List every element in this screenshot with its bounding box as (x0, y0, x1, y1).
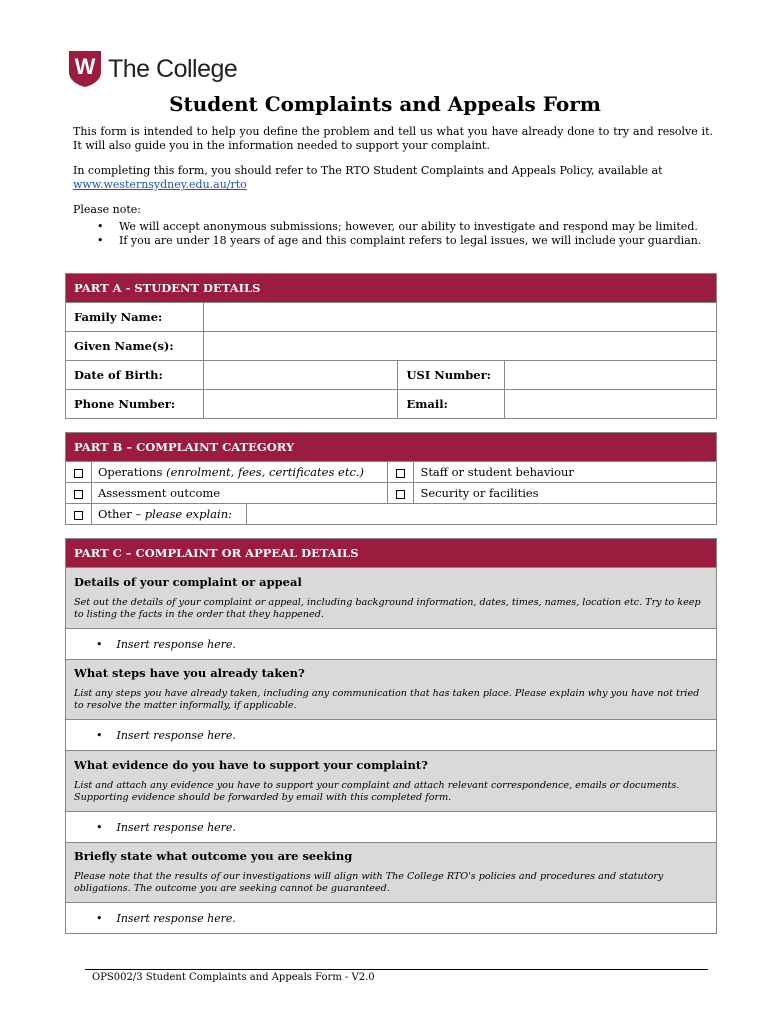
other-option: Other – please explain: (91, 504, 246, 525)
other-explain-field[interactable] (246, 504, 716, 525)
part-c-header: PART C – COMPLAINT OR APPEAL DETAILS (66, 539, 717, 568)
security-checkbox[interactable] (388, 483, 414, 504)
policy-link[interactable]: www.westernsydney.edu.au/rto (73, 178, 247, 191)
intro-paragraph-2 (73, 164, 713, 192)
shield-logo-icon (68, 50, 102, 88)
question-title: What evidence do you have to support your complaint? (74, 757, 428, 772)
form-title: Student Complaints and Appeals Form (169, 92, 601, 116)
question-description: Please note that the results of our investigations will align with The College RTO's policies and procedures and statutory obligations. The outcome you are seeking cannot be guaranteed. (74, 871, 664, 894)
policy-reference-text: In completing this form, you should refer to The RTO Student Complaints and Appeals Policy, available at (73, 164, 663, 177)
footer-text: OPS002/3 Student Complaints and Appeals Form - V2.0 (92, 972, 375, 983)
operations-checkbox[interactable] (66, 462, 92, 483)
response-field[interactable]: • Insert response here. (66, 812, 717, 843)
question-title: Details of your complaint or appeal (74, 574, 302, 589)
dob-label: Date of Birth: (66, 361, 204, 390)
note-item: • We will accept anonymous submissions; however, our ability to investigate and respond may be limited. (73, 220, 713, 234)
checkbox-icon (74, 511, 83, 520)
intro-section (73, 125, 713, 248)
security-option: Security or facilities (414, 483, 717, 504)
given-names-field[interactable] (203, 332, 716, 361)
staff-behaviour-checkbox[interactable] (388, 462, 414, 483)
part-a-header: PART A - STUDENT DETAILS (66, 274, 717, 303)
footer-divider (85, 969, 708, 970)
part-b-table (65, 432, 717, 525)
question-description: Set out the details of your complaint or appeal, including background information, dates, times, names, location etc. Try to keep to listing the facts in the order that they happened. (74, 596, 701, 620)
intro-paragraph-1: This form is intended to help you define the problem and tell us what you have already done to try and resolve it. It will also guide you in the information needed to support your complaint. (73, 125, 713, 152)
checkbox-icon (74, 469, 83, 478)
email-field[interactable] (505, 390, 717, 419)
question-steps-taken (66, 660, 717, 720)
svg-text:W: W (74, 54, 96, 79)
question-outcome (66, 843, 717, 903)
usi-label: USI Number: (398, 361, 505, 390)
other-checkbox[interactable] (66, 504, 92, 525)
assessment-checkbox[interactable] (66, 483, 92, 504)
phone-label: Phone Number: (66, 390, 204, 419)
question-description: List any steps you have already taken, including any communication that has taken place. Please explain why you have not tried to resolve the matter informally, if applicable. (74, 688, 700, 711)
checkbox-icon (74, 490, 83, 499)
usi-field[interactable] (505, 361, 717, 390)
response-field[interactable]: • Insert response here. (66, 903, 717, 934)
question-title: What steps have you already taken? (74, 666, 305, 680)
college-logo (68, 50, 237, 88)
note-list (73, 220, 713, 248)
part-b-header: PART B – COMPLAINT CATEGORY (66, 433, 717, 462)
logo-text: The College (108, 54, 238, 83)
part-c-table (65, 538, 717, 934)
family-name-field[interactable] (203, 303, 716, 332)
given-names-label: Given Name(s): (66, 332, 204, 361)
question-details (66, 568, 717, 629)
response-field[interactable]: • Insert response here. (66, 629, 717, 660)
phone-field[interactable] (203, 390, 398, 419)
response-field[interactable]: • Insert response here. (66, 720, 717, 751)
question-evidence (66, 751, 717, 812)
operations-option: Operations (enrolment, fees, certificates etc.) (91, 462, 388, 483)
dob-field[interactable] (203, 361, 398, 390)
checkbox-icon (396, 469, 405, 478)
assessment-option: Assessment outcome (91, 483, 388, 504)
staff-behaviour-option: Staff or student behaviour (414, 462, 717, 483)
question-description: List and attach any evidence you have to support your complaint and attach relevant correspondence, emails or documents. Supporting evidence should be forwarded by email with this completed form. (74, 779, 680, 803)
family-name-label: Family Name: (66, 303, 204, 332)
question-title: Briefly state what outcome you are seeking (74, 849, 353, 863)
email-label: Email: (398, 390, 505, 419)
note-item: • If you are under 18 years of age and this complaint refers to legal issues, we will include your guardian. (73, 234, 713, 248)
checkbox-icon (396, 490, 405, 499)
note-label: Please note: (73, 203, 141, 216)
part-a-table (65, 273, 717, 419)
